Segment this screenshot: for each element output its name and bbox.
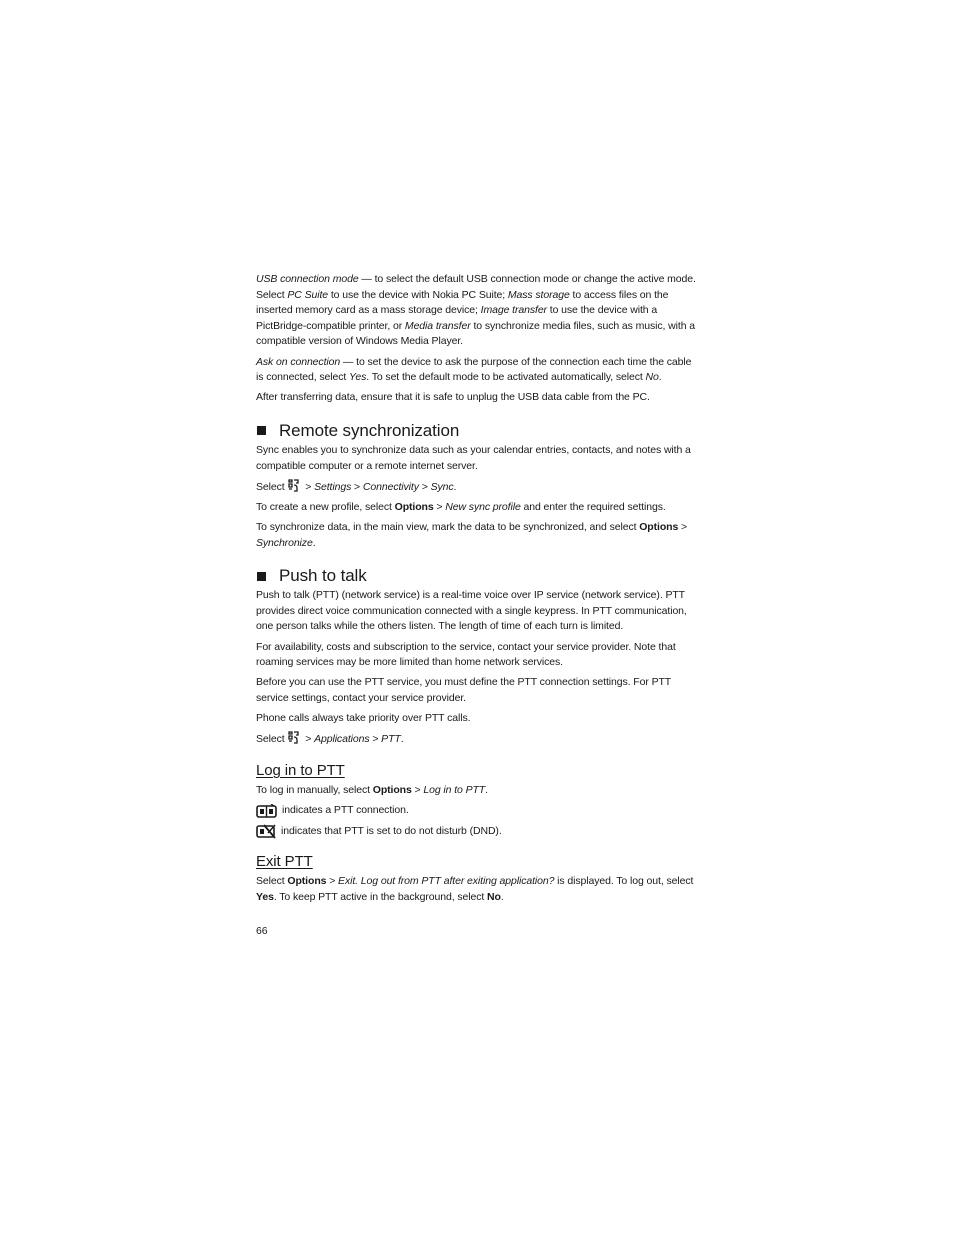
- synchronize-paragraph: To synchronize data, in the main view, mark the data to be synchronized, and select Options > Synchronize.: [256, 521, 688, 549]
- ptt-settings-paragraph: Before you can use the PTT service, you must define the PTT connection settings. For PTT service settings, contact your service provider.: [256, 676, 671, 705]
- ptt-dnd-icon: [256, 823, 276, 839]
- document-page: [256, 272, 700, 939]
- exit-paragraph: Select Options > Exit. Log out from PTT after exiting application? is displayed. To log out, select Yes. To keep PTT active in the background, select No.: [256, 875, 694, 903]
- sync-intro-paragraph: Sync enables you to synchronize data such as your calendar entries, contacts, and notes with a compatible computer or a remote internet server.: [256, 443, 691, 472]
- menu-key-icon: [288, 731, 299, 744]
- menu-key-icon: [288, 479, 299, 492]
- new-profile-paragraph: To create a new profile, select Options > New sync profile and enter the required settings.: [256, 500, 666, 513]
- heading-bullet-icon: [257, 426, 266, 435]
- remote-sync-heading: Remote synchronization: [256, 421, 700, 441]
- ptt-connection-icon: [256, 804, 277, 818]
- ptt-path-paragraph: Select > Applications > PTT.: [256, 733, 404, 746]
- heading-bullet-icon: [257, 572, 266, 581]
- sync-path-paragraph: Select > Settings > Connectivity > Sync.: [256, 480, 457, 493]
- usb-connection-mode-paragraph: USB connection mode — to select the default USB connection mode or change the active mode. Select PC Suite to use the device with Nokia PC Suite; Mass storage to access files on the inserted memory card as a mass storage device; Image transfer to use the device with a PictBridge-compatible printer, or Media transfer to synchronize media files, such as music, with a compatible version of Windows Media Player.: [256, 273, 696, 348]
- ptt-connection-row: indicates a PTT connection.: [256, 803, 700, 819]
- ptt-dnd-row: indicates that PTT is set to do not disturb (DND).: [256, 823, 700, 839]
- after-transfer-paragraph: After transferring data, ensure that it is safe to unplug the USB data cable from the PC.: [256, 391, 650, 404]
- push-to-talk-heading: Push to talk: [256, 566, 700, 586]
- page-number: 66: [256, 924, 268, 937]
- ptt-availability-paragraph: For availability, costs and subscription to the service, contact your service provider. Note that roaming services may be more limited than home network services.: [256, 640, 676, 669]
- exit-ptt-heading: Exit PTT: [256, 853, 313, 871]
- ask-on-connection-paragraph: Ask on connection — to set the device to ask the purpose of the connection each time the cable is connected, select Yes. To set the default mode to be activated automatically, select No.: [256, 355, 692, 384]
- ptt-priority-paragraph: Phone calls always take priority over PTT calls.: [256, 712, 471, 725]
- ptt-intro-paragraph: Push to talk (PTT) (network service) is a real-time voice over IP service (network service). PTT provides direct voice communication connected with a single keypress. In PTT communication, one person talks while the others listen. The length of time of each turn is limited.: [256, 589, 687, 633]
- log-in-ptt-heading: Log in to PTT: [256, 762, 345, 779]
- log-in-paragraph: To log in manually, select Options > Log in to PTT.: [256, 784, 488, 796]
